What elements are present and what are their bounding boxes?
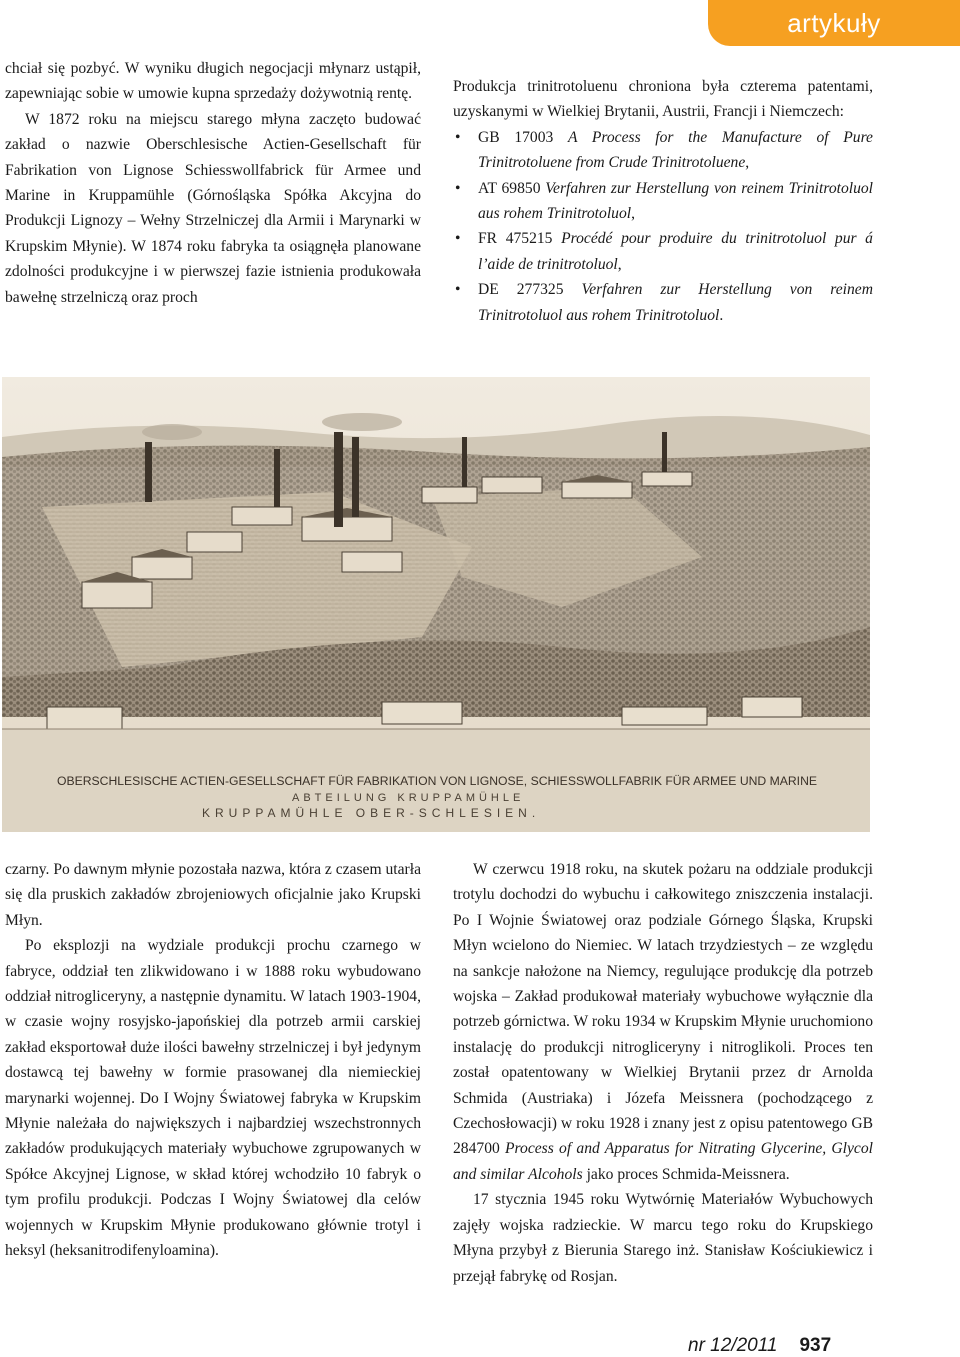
patent-punctuation: ,	[631, 205, 635, 223]
patent-item	[453, 125, 873, 176]
paragraph: Po eksplozji na wydziale produkcji prochu czarnego w fabryce, oddział ten zlikwidowano i w 1888 roku wybudowano oddział nitrogliceryny, a następnie dynamitu. W latach 1903-1904, w czasie wojny rosyjsko-japońskiej dla potrzeb armii carskiej zakład eksportował duże ilości bawełny strzelniczej i był jedynym dostawcą tej bawełny w formie prasowanej dla niemieckiej marynarki wojennej. Do I Wojny Światowej fabryka w Krupskim Młynie należała do największych i najbardziej wszechstronnych zakładów produkujących materiały wybuchowe zgrupowanych w Spółce Akcyjnej Lignose, w skład której wchodziło 10 fabryk o tym profilu produkcji. Podczas I Wojny Światowej dla celów wojennych w Krupskim Młynie produkowano głównie trotyl i heksyl (heksanitrodifenyloamina).	[5, 937, 421, 1260]
patent-title: Process of and Apparatus for Nitrating Glycerine, Glycol and similar Alcohols	[453, 1140, 873, 1183]
page-footer	[688, 1335, 831, 1357]
patent-item	[453, 277, 873, 328]
patent-punctuation: .	[719, 306, 724, 324]
patent-number: DE 277325	[478, 281, 582, 299]
engraving-caption-line-3: KRUPPAMÜHLE OBER-SCHLESIEN.	[202, 806, 541, 820]
patent-punctuation: ,	[745, 154, 750, 172]
patent-number: GB 17003	[478, 128, 568, 146]
paragraph-text: W czerwcu 1918 roku, na skutek pożaru na oddziale produkcji trotylu dochodzi do wybuchu i całkowitego zniszczenia instalacji. Po I Wojnie Światowej oraz podziale Górnego Śląska, Krupski Młyn wcielono do Niemiec. W latach trzydziestych – ze względu na sankcje nałożone na Niemcy, regulujące produkcję dla potrzeb wojska – Zakład produkował materiały wybuchowe wyłącznie dla potrzeb górnictwa. W roku 1934 w Krupskim Młynie uruchomiono instalację do produkcji nitrogliceryny i nitroglikoli. Proces ten został opatentowany w Wielkiej Brytanii przez dr Arnolda Schmida (Austriaka) i Józefa Meissnera (pochodzącego z Czechosłowacji) w roku 1928 i znany jest z opisu patentowego GB 284700	[453, 861, 873, 1158]
paragraph	[453, 857, 873, 1187]
paragraph: czarny. Po dawnym młynie pozostała nazwa, która z czasem utarła się dla pruskich zakładów zbrojeniowych oficjalnie jako Krupski Młyn.	[5, 861, 421, 929]
patent-item	[453, 176, 873, 227]
engraving-caption-line-1: OBERSCHLESISCHE ACTIEN-GESELLSCHAFT FÜR FABRIKATION VON LIGNOSE, SCHIESSWOLLFABRIK FÜR ARMEE UND MARINE	[57, 774, 817, 788]
text-column-top-left	[5, 56, 421, 310]
patent-item	[453, 226, 873, 277]
paragraph-text: jako proces Schmida-Meissnera.	[582, 1165, 790, 1183]
patent-punctuation: ,	[617, 255, 622, 273]
patent-title: A Process for the Manufacture of Pure Trinitrotoluene from Crude Trinitrotoluene	[478, 128, 873, 172]
patent-list	[453, 125, 873, 328]
factory-engraving	[2, 377, 870, 832]
patents-intro: Produkcja trinitrotoluenu chroniona była czterema patentami, uzyskanymi w Wielkiej Brytanii, Austrii, Francji i Niemczech:	[453, 78, 873, 121]
patent-title: Verfahren zur Herstellung von reinem Trinitrotoluol aus rohem Trinitrotoluol	[478, 281, 873, 324]
patent-title: Procédé pour produire du trinitrotoluol pur á l’aide de trinitrotoluol	[478, 230, 873, 273]
paragraph: 17 stycznia 1945 roku Wytwórnię Materiałów Wybuchowych zajęły wojska radzieckie. W marcu tego roku do Krupskiego Młyna przybył z Bierunia Starego inż. Stanisław Kościukiewicz i przejął fabrykę od Rosjan.	[453, 1191, 873, 1285]
page-number: 937	[799, 1335, 832, 1356]
paragraph: W 1872 roku na miejscu starego młyna zaczęto budować zakład o nazwie Oberschlesische Actien-Gesellschaft für Fabrikation von Lignose Schiesswollfabrick für Armee und Marine in Kruppamühle (Górnośląska Spółka Akcyjna do Produkcji Lignozy – Wełny Strzelniczej dla Armii i Marynarki w Krupskim Młynie). W 1874 roku fabryka ta osiągnęła planowane zdolności produkcyjne i w pierwszej fazie istnienia produkowała bawełnę strzelniczą oraz proch	[5, 110, 421, 306]
text-column-bottom-left	[5, 857, 421, 1264]
text-column-bottom-right	[453, 857, 873, 1289]
engraving-caption-line-2: ABTEILUNG KRUPPAMÜHLE	[292, 792, 525, 804]
section-label: artykuły	[708, 0, 960, 46]
patent-number: AT 69850	[478, 179, 546, 197]
patent-title: Verfahren zur Herstellung von reinem Trinitrotoluol aus rohem Trinitrotoluol	[478, 179, 874, 223]
paragraph: chciał się pozbyć. W wyniku długich negocjacji młynarz ustąpił, zapewniając sobie w umowie kupna sprzedaży dożywotnią rentę.	[5, 60, 421, 103]
text-column-top-right	[453, 74, 873, 328]
patent-number: FR 475215	[478, 230, 562, 248]
issue-number: nr 12/2011	[688, 1335, 778, 1356]
factory-engraving-drawing	[2, 377, 870, 832]
